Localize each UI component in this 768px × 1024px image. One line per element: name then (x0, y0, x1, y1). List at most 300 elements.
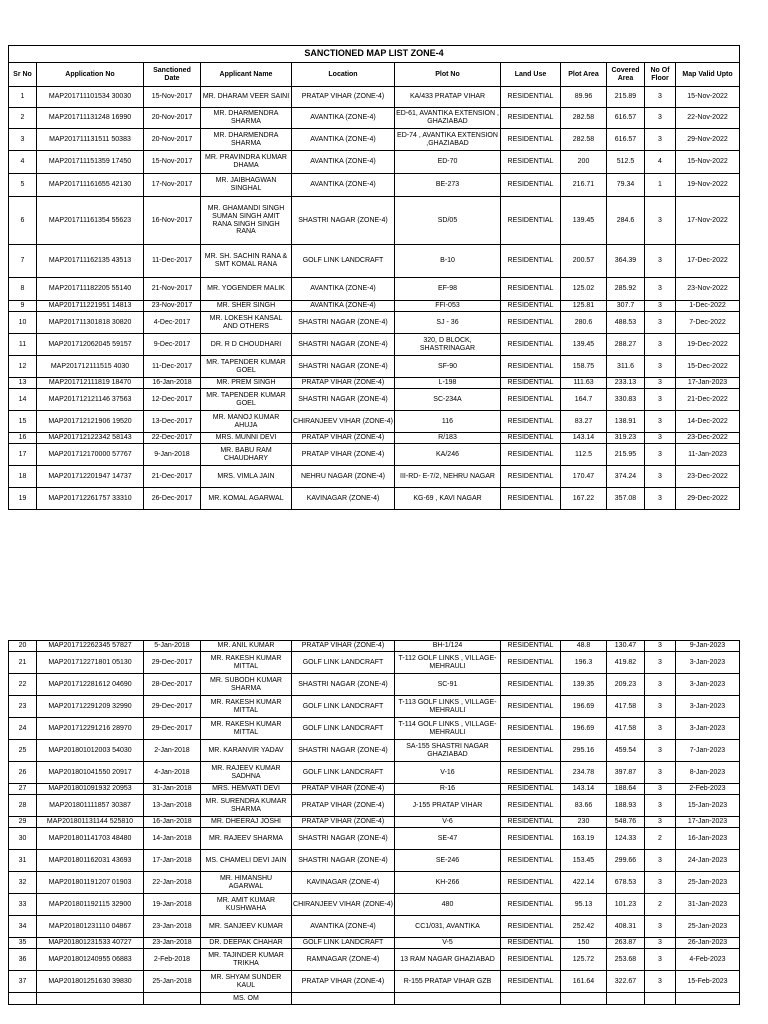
table-row (9, 411, 740, 433)
table-cell: 5 (9, 174, 37, 197)
table-cell: FFI-053 (395, 301, 501, 312)
table-cell: MAP201801111857 30387 (37, 795, 144, 817)
table-cell: 252.42 (561, 916, 607, 938)
table-cell: 20-Nov-2017 (144, 129, 201, 151)
table-cell: 4 (645, 151, 676, 174)
table-cell: 143.14 (561, 784, 607, 795)
table-cell: 21-Dec-2022 (676, 389, 740, 411)
table-cell: 678.53 (607, 872, 645, 894)
table-cell: RESIDENTIAL (501, 938, 561, 949)
table-cell: MAP201712261757 33310 (37, 488, 144, 510)
table-cell: 21-Nov-2017 (144, 278, 201, 301)
column-header: Plot Area (561, 63, 607, 87)
table-cell: 24-Jan-2023 (676, 850, 740, 872)
table-cell: 124.33 (607, 828, 645, 850)
table-cell: 14-Dec-2022 (676, 411, 740, 433)
table-cell: 31-Jan-2018 (144, 784, 201, 795)
table-cell: GOLF LINK LANDCRAFT (292, 938, 395, 949)
table-row (9, 938, 740, 949)
table-row (9, 850, 740, 872)
table-cell: MAP201801191207 01903 (37, 872, 144, 894)
column-header: Application No (37, 63, 144, 87)
table-cell: 167.22 (561, 488, 607, 510)
table-row (9, 949, 740, 971)
table-cell: SC-91 (395, 674, 501, 696)
table-cell: 196.69 (561, 718, 607, 740)
table-cell: 36 (9, 949, 37, 971)
table-cell: CHIRANJEEV VIHAR (ZONE-4) (292, 411, 395, 433)
table-cell: MR. KOMAL AGARWAL (201, 488, 292, 510)
table-cell: 3 (645, 334, 676, 356)
table-cell: MAP201801012003 54030 (37, 740, 144, 762)
table-cell: MR. DHARMENDRA SHARMA (201, 108, 292, 129)
table-cell: 22 (9, 674, 37, 696)
table-cell: PRATAP VIHAR (ZONE-4) (292, 971, 395, 993)
table-cell: 26 (9, 762, 37, 784)
table-cell: 83.27 (561, 411, 607, 433)
table-cell: 616.57 (607, 129, 645, 151)
table-cell: 3 (645, 784, 676, 795)
table-cell: 9-Dec-2017 (144, 334, 201, 356)
table-cell: MAP201712111819 18470 (37, 378, 144, 389)
table-cell: 19-Nov-2022 (676, 174, 740, 197)
table-cell: R-155 PRATAP VIHAR GZB (395, 971, 501, 993)
table-row (9, 301, 740, 312)
table-cell: SHASTRI NAGAR (ZONE-4) (292, 312, 395, 334)
table-row (9, 245, 740, 278)
table-cell: 11-Dec-2017 (144, 245, 201, 278)
table-cell: RESIDENTIAL (501, 356, 561, 378)
table-cell: 2-Jan-2018 (144, 740, 201, 762)
table-cell: KAVINAGAR (ZONE-4) (292, 488, 395, 510)
table-cell: GOLF LINK LANDCRAFT (292, 245, 395, 278)
table-row (9, 641, 740, 652)
table-cell: 299.66 (607, 850, 645, 872)
table-cell: MAP201711131248 16990 (37, 108, 144, 129)
table-cell: 95.13 (561, 894, 607, 916)
table-cell: MR. RAKESH KUMAR MITTAL (201, 652, 292, 674)
table-cell: 16-Jan-2023 (676, 828, 740, 850)
table-cell: T-112 GOLF LINKS , VILLAGE- MEHRAULI (395, 652, 501, 674)
table-cell: BE-273 (395, 174, 501, 197)
table-cell: MR. YOGENDER MALIK (201, 278, 292, 301)
table-cell: 23-Dec-2022 (676, 433, 740, 444)
table-cell: 163.19 (561, 828, 607, 850)
table-cell: RESIDENTIAL (501, 718, 561, 740)
table-cell: 21-Dec-2017 (144, 466, 201, 488)
table-cell: R-16 (395, 784, 501, 795)
table-row (9, 174, 740, 197)
table-row (9, 993, 740, 1005)
table-cell: SHASTRI NAGAR (ZONE-4) (292, 197, 395, 245)
table-cell: 35 (9, 938, 37, 949)
table-cell: 3 (645, 696, 676, 718)
table-cell: KA/246 (395, 444, 501, 466)
table-cell: MAP201711151359 17450 (37, 151, 144, 174)
table-cell: ED-74 , AVANTIKA EXTENSION ,GHAZIABAD (395, 129, 501, 151)
table-cell: 2 (645, 828, 676, 850)
table-cell: MAP201801240955 06883 (37, 949, 144, 971)
table-cell: RESIDENTIAL (501, 108, 561, 129)
table-cell: MR. RAJEEV SHARMA (201, 828, 292, 850)
table-cell: 15-Nov-2022 (676, 151, 740, 174)
table-cell: 3 (645, 389, 676, 411)
table-cell: 459.54 (607, 740, 645, 762)
table-cell: 280.6 (561, 312, 607, 334)
table-cell: 3 (645, 916, 676, 938)
table-cell: 3 (645, 312, 676, 334)
table-cell: 4-Jan-2018 (144, 762, 201, 784)
table-cell: 548.76 (607, 817, 645, 828)
table-cell: 230 (561, 817, 607, 828)
table-cell: MR. PREM SINGH (201, 378, 292, 389)
table-cell: RESIDENTIAL (501, 389, 561, 411)
table-cell: GOLF LINK LANDCRAFT (292, 718, 395, 740)
table-cell: 139.45 (561, 334, 607, 356)
table-cell: 397.87 (607, 762, 645, 784)
table-cell: RESIDENTIAL (501, 87, 561, 108)
table-row (9, 696, 740, 718)
table-cell: RESIDENTIAL (501, 916, 561, 938)
table-cell: MAP201801192115 32900 (37, 894, 144, 916)
table-cell: SA-155 SHASTRI NAGAR GHAZIABAD (395, 740, 501, 762)
table-cell: MRS. VIMLA JAIN (201, 466, 292, 488)
table-cell: 23-Nov-2022 (676, 278, 740, 301)
table-row (9, 278, 740, 301)
table-cell: 282.58 (561, 108, 607, 129)
table-cell: MAP201711162135 43513 (37, 245, 144, 278)
table-cell: 3-Jan-2023 (676, 696, 740, 718)
table-cell: DR. DEEPAK CHAHAR (201, 938, 292, 949)
table-cell: MAP201801141703 48480 (37, 828, 144, 850)
table-cell: 125.81 (561, 301, 607, 312)
table-cell: RESIDENTIAL (501, 411, 561, 433)
table-cell: GOLF LINK LANDCRAFT (292, 652, 395, 674)
table-cell: MAP201712291209 32990 (37, 696, 144, 718)
table-cell: 215.95 (607, 444, 645, 466)
table-cell: 29-Dec-2017 (144, 718, 201, 740)
table-cell: 7 (9, 245, 37, 278)
table-cell: AVANTIKA (ZONE-4) (292, 278, 395, 301)
table-cell: 417.58 (607, 718, 645, 740)
table-cell: 417.58 (607, 696, 645, 718)
table-cell: 253.68 (607, 949, 645, 971)
table-cell: MR. TAJINDER KUMAR TRIKHA (201, 949, 292, 971)
table-cell: 7-Jan-2023 (676, 740, 740, 762)
table-cell: MR. TAPENDER KUMAR GOEL (201, 389, 292, 411)
table-cell: MR. SURENDRA KUMAR SHARMA (201, 795, 292, 817)
table-cell: 17-Dec-2022 (676, 245, 740, 278)
table-cell: 25-Jan-2018 (144, 971, 201, 993)
table-cell: 19-Dec-2022 (676, 334, 740, 356)
table-cell: 215.89 (607, 87, 645, 108)
table-cell: 320, D BLOCK, SHASTRINAGAR (395, 334, 501, 356)
table-cell: RESIDENTIAL (501, 174, 561, 197)
table-cell: RESIDENTIAL (501, 301, 561, 312)
table-cell: 25-Jan-2023 (676, 872, 740, 894)
table-cell: RESIDENTIAL (501, 197, 561, 245)
table-cell (292, 993, 395, 1005)
table-cell: EF-98 (395, 278, 501, 301)
table-cell: PRATAP VIHAR (ZONE-4) (292, 641, 395, 652)
table-cell: 31 (9, 850, 37, 872)
table-cell: 83.66 (561, 795, 607, 817)
table-cell: 3 (645, 245, 676, 278)
table-cell: MR. AMIT KUMAR KUSHWAHA (201, 894, 292, 916)
table-cell: MR. JAIBHAGWAN SINGHAL (201, 174, 292, 197)
table-cell: 22-Jan-2018 (144, 872, 201, 894)
table-cell: 200.57 (561, 245, 607, 278)
table-cell: 17-Jan-2018 (144, 850, 201, 872)
table-cell: 319.23 (607, 433, 645, 444)
table-cell: 23-Nov-2017 (144, 301, 201, 312)
table-cell: 3 (645, 718, 676, 740)
table-cell: 10 (9, 312, 37, 334)
table-cell: RESIDENTIAL (501, 334, 561, 356)
table-cell: 3 (645, 411, 676, 433)
table-cell: 26-Dec-2017 (144, 488, 201, 510)
table-cell: 24 (9, 718, 37, 740)
table-cell: 13-Jan-2018 (144, 795, 201, 817)
table-cell: ED-70 (395, 151, 501, 174)
table-cell: 25-Jan-2023 (676, 916, 740, 938)
table-cell: 116 (395, 411, 501, 433)
table-cell: RESIDENTIAL (501, 795, 561, 817)
column-header: Land Use (501, 63, 561, 87)
table-row (9, 444, 740, 466)
table-cell: MRS. MUNNI DEVI (201, 433, 292, 444)
table-cell: 32 (9, 872, 37, 894)
table-cell: 2-Feb-2023 (676, 784, 740, 795)
table-cell: 139.45 (561, 197, 607, 245)
table-cell: 48.8 (561, 641, 607, 652)
table-cell: 33 (9, 894, 37, 916)
table-cell: 8 (9, 278, 37, 301)
table-cell: L-198 (395, 378, 501, 389)
table-cell: 37 (9, 971, 37, 993)
table-cell: 17-Nov-2017 (144, 174, 201, 197)
table-cell: RESIDENTIAL (501, 817, 561, 828)
table-row (9, 356, 740, 378)
table-cell: 30 (9, 828, 37, 850)
table-cell: PRATAP VIHAR (ZONE-4) (292, 378, 395, 389)
table-cell: 89.96 (561, 87, 607, 108)
table-cell: MAP201711221951 14813 (37, 301, 144, 312)
table-cell: 12-Dec-2017 (144, 389, 201, 411)
table-cell: 3 (645, 971, 676, 993)
table-cell: 357.08 (607, 488, 645, 510)
table-cell: MR. MANOJ KUMAR AHUJA (201, 411, 292, 433)
table-cell: 17 (9, 444, 37, 466)
table-cell: SHASTRI NAGAR (ZONE-4) (292, 828, 395, 850)
table-row (9, 334, 740, 356)
table-cell (607, 993, 645, 1005)
sanctioned-map-table-part-1 (8, 45, 740, 510)
table-cell: B-10 (395, 245, 501, 278)
table-cell: 3 (645, 108, 676, 129)
table-cell: V-6 (395, 817, 501, 828)
table-cell (561, 993, 607, 1005)
table-cell: 20-Nov-2017 (144, 108, 201, 129)
table-row (9, 718, 740, 740)
table-cell: 15-Dec-2022 (676, 356, 740, 378)
table-cell: MRS. HEMVATI DEVI (201, 784, 292, 795)
table-cell: 15-Feb-2023 (676, 971, 740, 993)
table-cell: RESIDENTIAL (501, 850, 561, 872)
table-cell: MAP201712170000 57767 (37, 444, 144, 466)
table-cell: 25 (9, 740, 37, 762)
table-cell: RESIDENTIAL (501, 312, 561, 334)
table-cell: 158.75 (561, 356, 607, 378)
table-cell: 1 (9, 87, 37, 108)
table-cell: 616.57 (607, 108, 645, 129)
table-cell: RESIDENTIAL (501, 740, 561, 762)
table-row (9, 197, 740, 245)
table-cell: 79.34 (607, 174, 645, 197)
table-cell: 196.3 (561, 652, 607, 674)
table-cell: 143.14 (561, 433, 607, 444)
column-header: Covered Area (607, 63, 645, 87)
table-cell: 3 (645, 301, 676, 312)
table-cell: 125.72 (561, 949, 607, 971)
table-cell: MAP201712271801 05130 (37, 652, 144, 674)
table-cell: 112.5 (561, 444, 607, 466)
table-cell: RESIDENTIAL (501, 433, 561, 444)
table-cell: 3 (645, 817, 676, 828)
table-cell: MAP201712121146 37563 (37, 389, 144, 411)
table-cell: 15-Nov-2022 (676, 87, 740, 108)
table-cell: DR. R D CHOUDHARI (201, 334, 292, 356)
table-row (9, 674, 740, 696)
table-row (9, 872, 740, 894)
table-cell: MR. RAJEEV KUMAR SADHNA (201, 762, 292, 784)
table-cell: GOLF LINK LANDCRAFT (292, 762, 395, 784)
table-cell: 234.78 (561, 762, 607, 784)
table-cell: RESIDENTIAL (501, 872, 561, 894)
table-cell: 3 (645, 938, 676, 949)
table-cell: PRATAP VIHAR (ZONE-4) (292, 433, 395, 444)
table-cell: SHASTRI NAGAR (ZONE-4) (292, 850, 395, 872)
table-cell: 9-Jan-2018 (144, 444, 201, 466)
table-cell: SC-234A (395, 389, 501, 411)
table-cell: 34 (9, 916, 37, 938)
table-row (9, 108, 740, 129)
table-cell: MR. RAKESH KUMAR MITTAL (201, 696, 292, 718)
table-cell: 285.92 (607, 278, 645, 301)
column-header: Applicant Name (201, 63, 292, 87)
table-cell: 282.58 (561, 129, 607, 151)
table-cell: 11 (9, 334, 37, 356)
table-cell: 3 (645, 356, 676, 378)
table-cell: 15-Jan-2023 (676, 795, 740, 817)
table-cell: MR. SANJEEV KUMAR (201, 916, 292, 938)
table-cell: 188.64 (607, 784, 645, 795)
table-cell: MAP201712262345 57827 (37, 641, 144, 652)
table-cell: 29-Dec-2017 (144, 696, 201, 718)
table-cell: 2 (9, 108, 37, 129)
table-cell: 295.16 (561, 740, 607, 762)
table-cell: ED-61, AVANTIKA EXTENSION , GHAZIABAD (395, 108, 501, 129)
table-cell: MAP201712111515 4030 (37, 356, 144, 378)
table-cell: V-5 (395, 938, 501, 949)
table-cell: 3-Jan-2023 (676, 674, 740, 696)
table-cell: 3 (645, 378, 676, 389)
table-cell: 3 (9, 129, 37, 151)
table-cell: 422.14 (561, 872, 607, 894)
table-cell: 23-Dec-2022 (676, 466, 740, 488)
column-header: Sr No (9, 63, 37, 87)
table-cell: V-16 (395, 762, 501, 784)
table-cell: 3 (645, 278, 676, 301)
table-cell: 31-Jan-2023 (676, 894, 740, 916)
table-cell: MR. SUBODH KUMAR SHARMA (201, 674, 292, 696)
table-cell: 3 (645, 444, 676, 466)
table-cell: MR. SHER SINGH (201, 301, 292, 312)
table-cell: MAP201712291216 28970 (37, 718, 144, 740)
table-cell: 29-Dec-2017 (144, 652, 201, 674)
table-row (9, 151, 740, 174)
table-row (9, 894, 740, 916)
table-cell: KG-69 , KAVI NAGAR (395, 488, 501, 510)
table-cell: 16-Jan-2018 (144, 378, 201, 389)
table-row (9, 795, 740, 817)
table-cell: SD/05 (395, 197, 501, 245)
table-cell: 29-Dec-2022 (676, 488, 740, 510)
table-cell: 200 (561, 151, 607, 174)
table-cell: 3 (645, 197, 676, 245)
table-cell (645, 993, 676, 1005)
table-cell: MR. SHYAM SUNDER KAUL (201, 971, 292, 993)
table-row (9, 916, 740, 938)
table-cell: 233.13 (607, 378, 645, 389)
table-cell: 311.6 (607, 356, 645, 378)
table-cell: 15 (9, 411, 37, 433)
table-cell: RESIDENTIAL (501, 466, 561, 488)
table-cell: AVANTIKA (ZONE-4) (292, 916, 395, 938)
table-cell: 11-Jan-2023 (676, 444, 740, 466)
table-row (9, 129, 740, 151)
table-cell: 2-Feb-2018 (144, 949, 201, 971)
table-cell: 13 (9, 378, 37, 389)
column-header: Plot No (395, 63, 501, 87)
table-cell: 28-Dec-2017 (144, 674, 201, 696)
table-cell: 17-Jan-2023 (676, 817, 740, 828)
table-row (9, 740, 740, 762)
table-cell: 3 (645, 433, 676, 444)
table-cell: MAP201711131511 50383 (37, 129, 144, 151)
table-cell: 3-Jan-2023 (676, 718, 740, 740)
column-header: No Of Floor (645, 63, 676, 87)
table-cell: SHASTRI NAGAR (ZONE-4) (292, 334, 395, 356)
table-cell: RESIDENTIAL (501, 762, 561, 784)
table-cell: RESIDENTIAL (501, 971, 561, 993)
table-row (9, 312, 740, 334)
table-cell: RESIDENTIAL (501, 641, 561, 652)
table-cell: MAP201712122342 58143 (37, 433, 144, 444)
table-cell: PRATAP VIHAR (ZONE-4) (292, 795, 395, 817)
table-row (9, 488, 740, 510)
table-cell: MR. LOKESH KANSAL AND OTHERS (201, 312, 292, 334)
table-cell: 11-Dec-2017 (144, 356, 201, 378)
table-cell: 3 (645, 740, 676, 762)
table-cell: 263.87 (607, 938, 645, 949)
table-cell: MAP201712281612 04690 (37, 674, 144, 696)
table-cell: AVANTIKA (ZONE-4) (292, 151, 395, 174)
table-cell: MR. HIMANSHU AGARWAL (201, 872, 292, 894)
table-cell: SHASTRI NAGAR (ZONE-4) (292, 356, 395, 378)
table-row (9, 389, 740, 411)
table-cell: 2 (645, 894, 676, 916)
